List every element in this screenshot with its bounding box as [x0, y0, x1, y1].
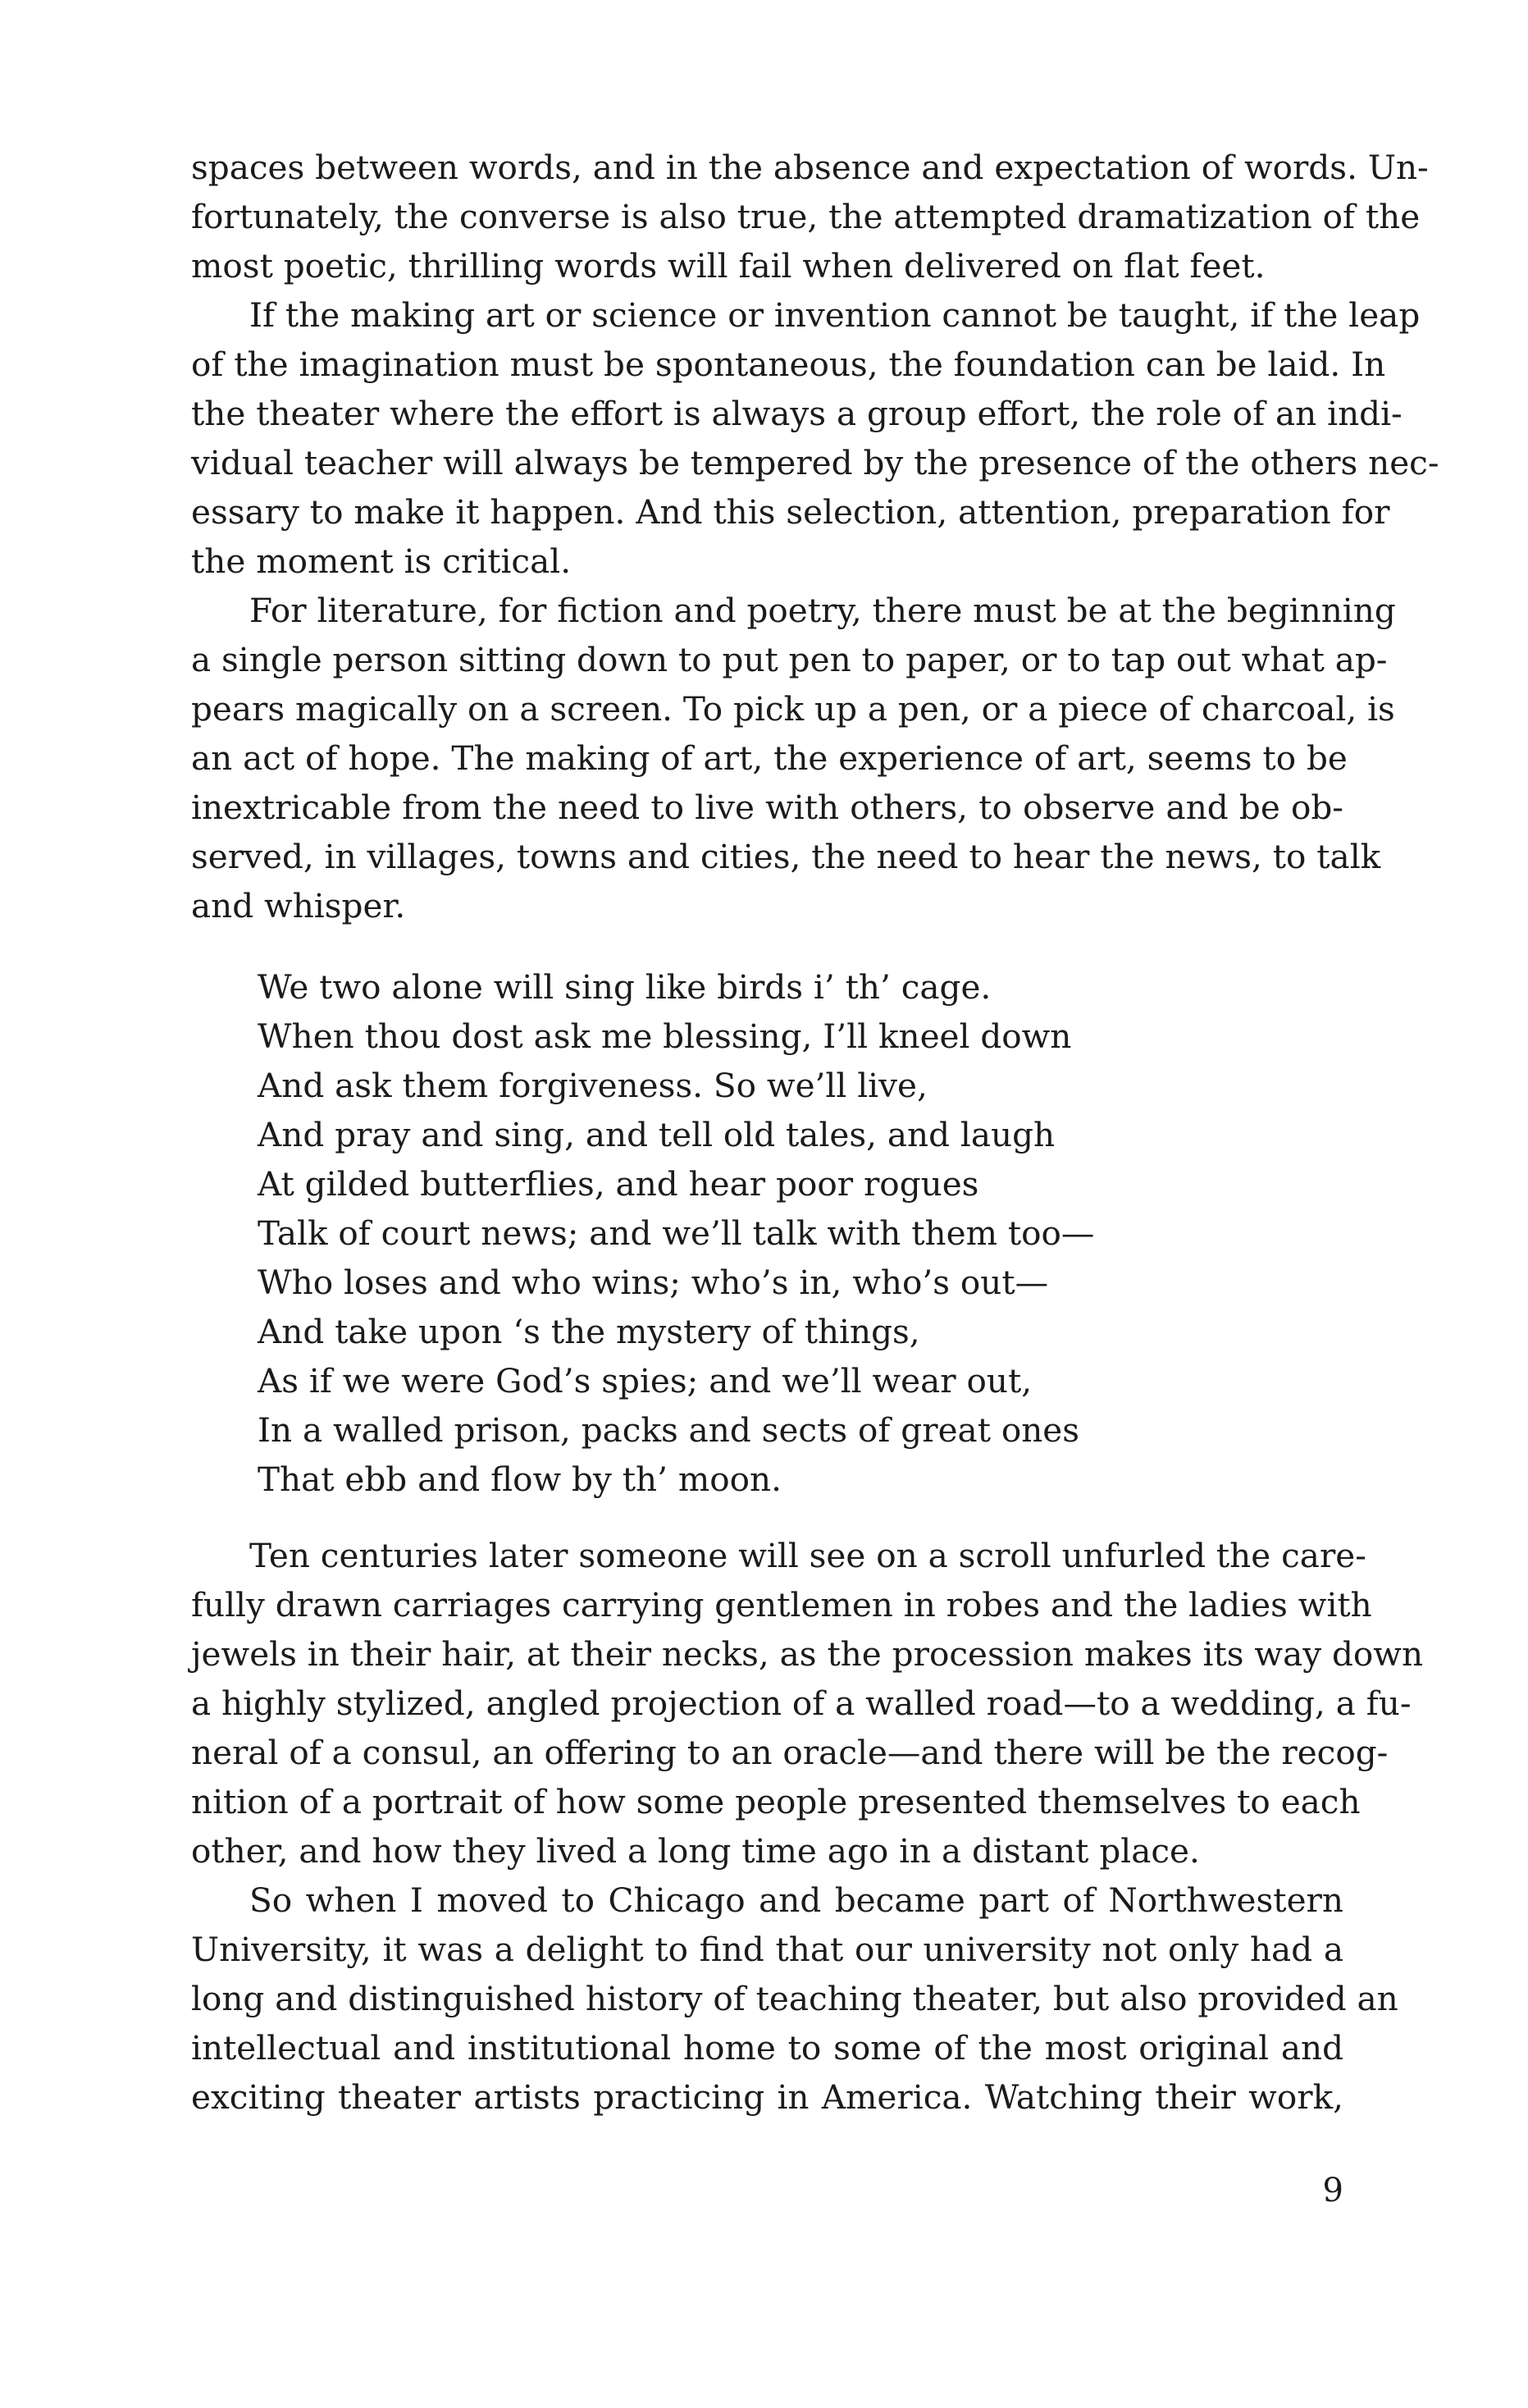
- verse-line: As if we were God’s spies; and we’ll wear out,: [258, 1361, 1033, 1400]
- body-text-line: other, and how they lived a long time ago in a distant place.: [191, 1831, 1200, 1871]
- verse-line: In a walled prison, packs and sects of great ones: [258, 1410, 1080, 1450]
- body-text-line: Ten centuries later someone will see on a scroll unfurled the care-: [249, 1536, 1366, 1575]
- verse-line: Talk of court news; and we’ll talk with them too—: [258, 1213, 1095, 1253]
- body-text-line: fully drawn carriages carrying gentlemen in robes and the ladies with: [191, 1585, 1372, 1624]
- body-text-line: nition of a portrait of how some people presented themselves to each: [191, 1782, 1361, 1821]
- body-text-line: and whisper.: [191, 886, 406, 925]
- body-text-line: spaces between words, and in the absence and expectation of words. Un-: [191, 148, 1429, 187]
- body-text-line: exciting theater artists practicing in America. Watching their work,: [191, 2077, 1343, 2117]
- body-text-line: vidual teacher will always be tempered by the presence of the others nec-: [191, 443, 1439, 482]
- body-text-line: a single person sitting down to put pen to paper, or to tap out what ap-: [191, 640, 1388, 679]
- verse-line: And ask them forgiveness. So we’ll live,: [258, 1066, 928, 1105]
- body-text-line: University, it was a delight to find that our university not only had a: [191, 1930, 1343, 1969]
- verse-line: At gilded butterflies, and hear poor rogues: [258, 1164, 979, 1204]
- body-text-line: neral of a consul, an offering to an oracle—and there will be the recog-: [191, 1733, 1389, 1772]
- verse-line: We two alone will sing like birds i’ th’ cage.: [258, 967, 992, 1007]
- body-text-line: inextricable from the need to live with others, to observe and be ob-: [191, 788, 1343, 827]
- verse-line: That ebb and flow by th’ moon.: [258, 1460, 782, 1499]
- body-text-line: pears magically on a screen. To pick up a pen, or a piece of charcoal, is: [191, 689, 1395, 729]
- body-text-line: long and distinguished history of teaching theater, but also provided an: [191, 1979, 1398, 2018]
- body-text-line: the theater where the effort is always a group effort, the role of an indi-: [191, 394, 1403, 433]
- body-text-line: the moment is critical.: [191, 541, 572, 581]
- body-text-line: essary to make it happen. And this selection, attention, preparation for: [191, 492, 1390, 532]
- body-text-line: For literature, for fiction and poetry, there must be at the beginning: [249, 591, 1396, 630]
- body-text-line: jewels in their hair, at their necks, as the procession makes its way down: [191, 1634, 1424, 1674]
- verse-line: Who loses and who wins; who’s in, who’s out—: [258, 1263, 1049, 1302]
- verse-line: And pray and sing, and tell old tales, and laugh: [258, 1115, 1056, 1154]
- page-number: 9: [1322, 2172, 1343, 2209]
- body-text-line: fortunately, the converse is also true, the attempted dramatization of the: [191, 197, 1421, 236]
- body-text-line: most poetic, thrilling words will fail when delivered on flat feet.: [191, 246, 1266, 286]
- body-text-line: If the making art or science or invention cannot be taught, if the leap: [249, 295, 1421, 335]
- body-text-line: a highly stylized, angled projection of a walled road—to a wedding, a fu-: [191, 1684, 1412, 1723]
- verse-line: And take upon ‘s the mystery of things,: [258, 1312, 920, 1351]
- verse-line: When thou dost ask me blessing, I’ll kneel down: [258, 1017, 1072, 1056]
- body-text-line: served, in villages, towns and cities, the need to hear the news, to talk: [191, 837, 1381, 876]
- body-text-line: intellectual and institutional home to some of the most original and: [191, 2028, 1343, 2068]
- body-text-line: of the imagination must be spontaneous, the foundation can be laid. In: [191, 345, 1386, 384]
- body-text-line: an act of hope. The making of art, the experience of art, seems to be: [191, 738, 1348, 778]
- body-text-line: So when I moved to Chicago and became part of Northwestern: [249, 1880, 1343, 1920]
